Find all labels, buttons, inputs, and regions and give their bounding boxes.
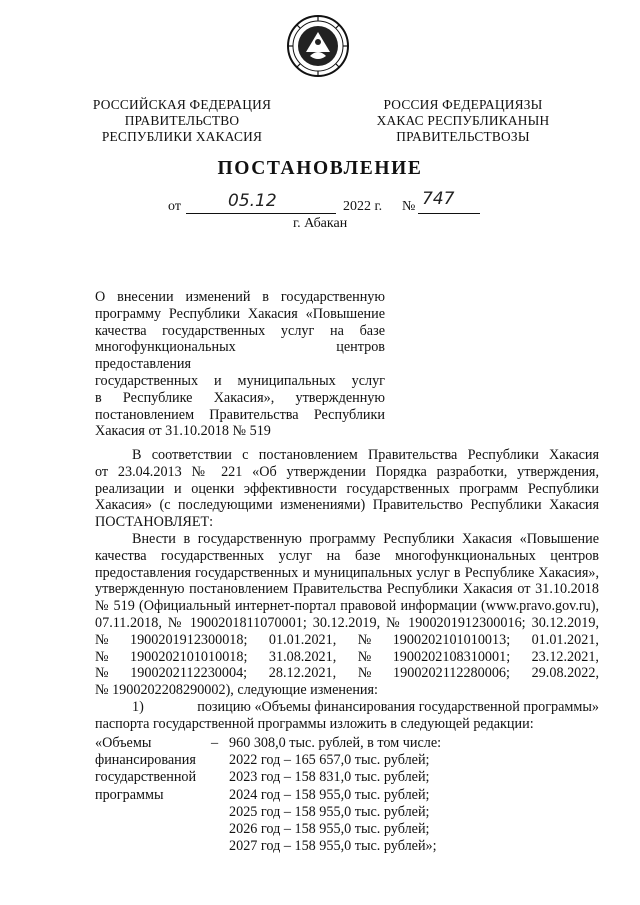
preamble-line: от 23.04.2013 № 221 «Об утверждении Порядка разработки, утверждения, (95, 463, 599, 480)
header-left-line: РЕСПУБЛИКИ ХАКАСИЯ (101, 129, 263, 144)
item-1 (95, 699, 599, 732)
document-title: ПОСТАНОВЛЕНИЕ (217, 158, 423, 179)
subject-line: многофункциональных центров предоставления (95, 339, 385, 373)
funding-label-line: программы (95, 786, 164, 803)
city-label: г. Абакан (293, 216, 348, 231)
registry-cell: № (357, 632, 372, 648)
registry-cell: 1900202108310001; (392, 648, 511, 665)
funding-label (95, 735, 215, 804)
registry-cell: 29.08.2022, (531, 665, 599, 682)
header-left-line: РОССИЙСКАЯ ФЕДЕРАЦИЯ (92, 97, 272, 112)
registry-cell: № (95, 632, 109, 648)
preamble-line: реализации и оценки эффективности государственных программ Республики (95, 480, 599, 497)
header-right-line: ПРАВИТЕЛЬСТВОЗЫ (396, 129, 530, 144)
registry-cell: 1900202112280006; (393, 665, 510, 682)
body-line: Внести в государственную программу Республики Хакасия «Повышение (132, 531, 599, 547)
item-1-second-line: паспорта государственной программы изложить в следующей редакции: (95, 715, 534, 732)
funding-label-line: финансирования (95, 752, 196, 769)
body-line: утвержденную постановлением Правительства Республики Хакасия от 31.10.2018 (95, 581, 599, 598)
funding-value-line: 2023 год – 158 831,0 тыс. рублей; (229, 769, 430, 786)
preamble-line: ПОСТАНОВЛЯЕТ: (95, 514, 214, 531)
coat-of-arms-emblem (286, 14, 350, 78)
funding-values (229, 735, 529, 855)
funding-label-line: «Объемы (95, 735, 152, 751)
funding-value-line: 2022 год – 165 657,0 тыс. рублей; (229, 752, 430, 769)
funding-value-line: 2026 год – 158 955,0 тыс. рублей; (229, 821, 430, 838)
subject-line: программу Республики Хакасия «Повышение (95, 305, 385, 322)
body-line: качества государственных услуг на базе многофункциональных центров (95, 547, 599, 564)
funding-dash: – (211, 735, 219, 751)
date-prefix: от (168, 199, 181, 214)
registry-cell: 1900201912300018; (129, 632, 248, 648)
item-1-text: позицию «Объемы финансирования государственной программы» (197, 699, 599, 715)
registry-cell: 01.01.2021, (531, 632, 599, 648)
body-line: предоставления государственных и муниципальных услуг в Республике Хакасия», (95, 564, 599, 581)
header-right-line: ХАКАС РЕСПУБЛИКАНЫН (376, 113, 550, 128)
subject-line: постановлением Правительства Республики (95, 406, 385, 423)
preamble-line: В соответствии с постановлением Правительства Республики Хакасия (132, 447, 599, 463)
funding-value-line: 2027 год – 158 955,0 тыс. рублей»; (229, 838, 437, 855)
registry-cell: № (95, 665, 109, 682)
subject-line: качества государственных услуг на базе (95, 322, 385, 339)
date-handwritten: 05.12 (228, 191, 277, 211)
funding-value-line: 960 308,0 тыс. рублей, в том числе: (229, 735, 442, 751)
subject-line: государственных и муниципальных услуг (95, 372, 385, 389)
header-right (360, 97, 566, 145)
header-right-line: РОССИЯ ФЕДЕРАЦИЯЗЫ (383, 97, 543, 112)
registry-cell: 31.08.2021, (268, 648, 337, 665)
registry-cell: 28.12.2021, (268, 665, 337, 682)
registry-row (95, 632, 599, 649)
subject-line: в Республике Хакасия», утвержденную (95, 389, 385, 406)
year-label: 2022 г. (343, 199, 383, 214)
preamble-line: Хакасия» (с последующими изменениями) Правительство Республики Хакасия (95, 497, 599, 514)
date-underline (186, 213, 336, 214)
subject-block (95, 289, 385, 440)
number-underline (418, 213, 480, 214)
funding-value-line: 2025 год – 158 955,0 тыс. рублей; (229, 803, 430, 820)
body-paragraph (95, 531, 599, 632)
preamble (95, 447, 599, 531)
registry-rows (95, 632, 599, 699)
funding-label-line: государственной (95, 769, 197, 786)
registry-row (95, 665, 599, 682)
number-handwritten: 747 (422, 189, 455, 209)
registry-cell: № (357, 648, 372, 665)
body-line: № 519 (Официальный интернет-портал правовой информации (www.pravo.gov.ru), (95, 598, 599, 615)
body-tail: № 1900202208290002), следующие изменения: (95, 681, 378, 698)
number-label: № (402, 199, 416, 214)
registry-cell: № (357, 665, 372, 682)
item-1-number: 1) (132, 699, 144, 715)
header-left (82, 97, 282, 145)
body-line: 07.11.2018, № 1900201811070001; 30.12.2019, № 1900201912300016; 30.12.2019, (95, 614, 599, 631)
header-left-line: ПРАВИТЕЛЬСТВО (124, 113, 240, 128)
registry-cell: 1900202101010013; (392, 632, 511, 648)
subject-line: О внесении изменений в государственную (95, 289, 385, 305)
registry-cell: 1900202101010018; (129, 648, 248, 665)
subject-line: Хакасия от 31.10.2018 № 519 (95, 423, 271, 440)
registry-cell: 23.12.2021, (531, 648, 599, 665)
registry-cell: 01.01.2021, (268, 632, 337, 648)
registry-row (95, 649, 599, 666)
funding-value-line: 2024 год – 158 955,0 тыс. рублей; (229, 786, 430, 803)
registry-cell: № (95, 648, 109, 665)
item-1-first-line (95, 699, 599, 716)
registry-cell: 1900202112230004; (130, 665, 248, 682)
